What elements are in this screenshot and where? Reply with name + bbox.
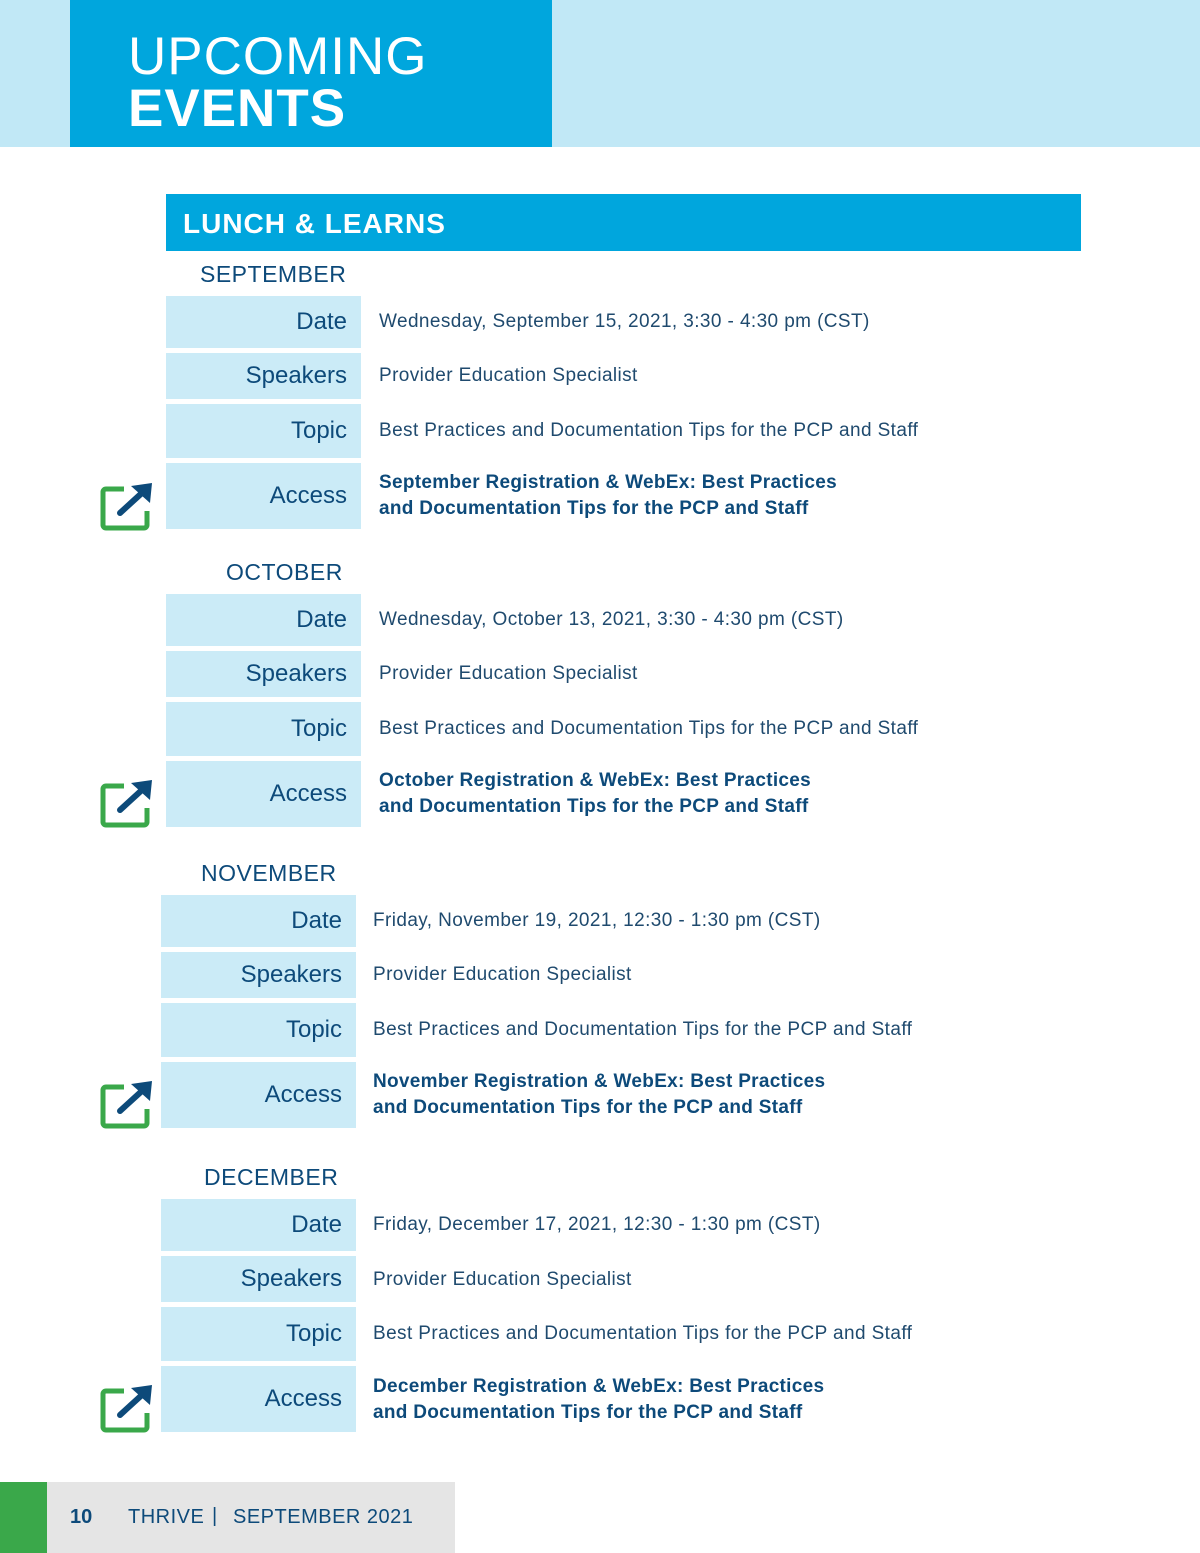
event-topic: Best Practices and Documentation Tips for the PCP and Staff [373,1019,913,1040]
header-title-block [70,0,552,147]
event-topic: Best Practices and Documentation Tips for the PCP and Staff [379,718,919,739]
date-label: Date [161,895,356,947]
speakers-label: Speakers [161,952,356,998]
external-link-icon[interactable] [100,780,154,828]
publication-name: THRIVE [128,1506,205,1528]
access-label: Access [161,1366,356,1432]
registration-link-line1[interactable]: November Registration & WebEx: Best Practices [373,1071,826,1092]
page-title-line2: EVENTS [128,79,347,138]
topic-label: Topic [166,404,361,458]
date-label: Date [166,594,361,646]
issue-date: SEPTEMBER 2021 [233,1506,414,1528]
month-label: OCTOBER [226,559,343,585]
registration-link[interactable] [379,768,811,819]
topic-label: Topic [161,1003,356,1057]
date-label: Date [166,296,361,348]
event-topic: Best Practices and Documentation Tips for the PCP and Staff [373,1323,913,1344]
speakers-label: Speakers [161,1256,356,1302]
registration-link-line1[interactable]: September Registration & WebEx: Best Practices [379,472,837,493]
access-label: Access [166,463,361,529]
page-number: 10 [70,1506,93,1528]
event-speakers: Provider Education Specialist [379,663,638,684]
registration-link-line2[interactable]: and Documentation Tips for the PCP and Staff [373,1401,803,1423]
registration-link[interactable] [373,1374,824,1425]
registration-link-line1[interactable]: October Registration & WebEx: Best Practices [379,770,812,791]
section-header [166,194,1081,251]
speakers-label: Speakers [166,353,361,399]
section-title: LUNCH & LEARNS [183,208,446,239]
topic-label: Topic [161,1307,356,1361]
date-label: Date [161,1199,356,1251]
speakers-label: Speakers [166,651,361,697]
footer-separator: | [212,1505,218,1527]
registration-link[interactable] [379,470,837,521]
topic-label: Topic [166,702,361,756]
event-date: Wednesday, October 13, 2021, 3:30 - 4:30 pm (CST) [379,609,844,630]
access-label: Access [161,1062,356,1128]
month-label: NOVEMBER [201,860,337,886]
month-label: DECEMBER [204,1164,339,1190]
access-label: Access [166,761,361,827]
registration-link-line2[interactable]: and Documentation Tips for the PCP and Staff [379,795,809,817]
page-title-line1: UPCOMING [128,27,428,86]
registration-link-line1[interactable]: December Registration & WebEx: Best Practices [373,1376,825,1397]
registration-link-line2[interactable]: and Documentation Tips for the PCP and Staff [379,497,809,519]
event-date: Friday, November 19, 2021, 12:30 - 1:30 pm (CST) [373,910,821,931]
event-speakers: Provider Education Specialist [373,1269,632,1290]
registration-link[interactable] [373,1069,825,1120]
event-topic: Best Practices and Documentation Tips for the PCP and Staff [379,420,919,441]
footer-accent [0,1482,47,1553]
registration-link-line2[interactable]: and Documentation Tips for the PCP and Staff [373,1096,803,1118]
external-link-icon[interactable] [100,483,154,531]
external-link-icon[interactable] [100,1081,154,1129]
external-link-icon[interactable] [100,1385,154,1433]
event-date: Wednesday, September 15, 2021, 3:30 - 4:30 pm (CST) [379,311,870,332]
event-speakers: Provider Education Specialist [379,365,638,386]
event-speakers: Provider Education Specialist [373,964,632,985]
month-label: SEPTEMBER [200,261,347,287]
event-date: Friday, December 17, 2021, 12:30 - 1:30 pm (CST) [373,1214,821,1235]
